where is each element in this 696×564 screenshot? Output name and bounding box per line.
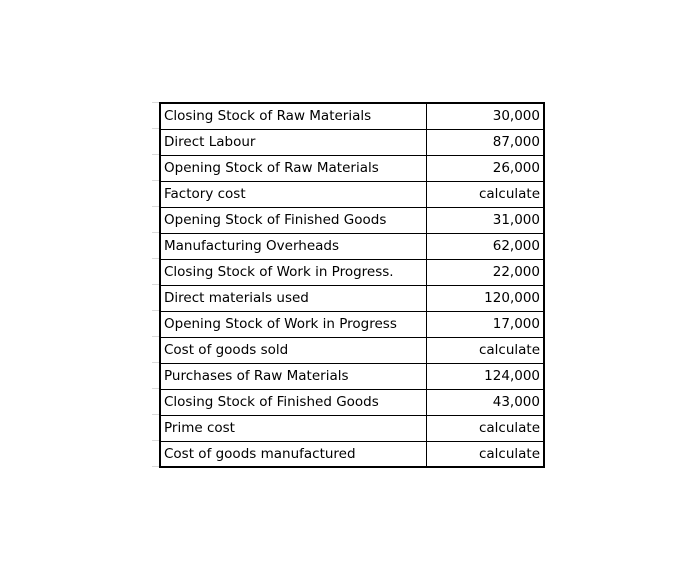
gridline-stub (152, 466, 159, 467)
row-value[interactable]: calculate (426, 441, 544, 467)
table-row (160, 155, 544, 181)
row-label[interactable]: Opening Stock of Work in Progress (160, 311, 426, 337)
table-row (160, 441, 544, 467)
row-label[interactable]: Manufacturing Overheads (160, 233, 426, 259)
gridline-stub (152, 284, 159, 285)
row-label[interactable]: Cost of goods sold (160, 337, 426, 363)
row-value[interactable]: 30,000 (426, 103, 544, 129)
gridline-stub (152, 310, 159, 311)
row-value[interactable]: calculate (426, 415, 544, 441)
table-row (160, 311, 544, 337)
row-value[interactable]: 120,000 (426, 285, 544, 311)
row-value[interactable]: calculate (426, 181, 544, 207)
row-value[interactable]: 124,000 (426, 363, 544, 389)
table-row (160, 337, 544, 363)
row-value[interactable]: 43,000 (426, 389, 544, 415)
table-row (160, 103, 544, 129)
gridline-stub (152, 232, 159, 233)
row-label[interactable]: Opening Stock of Raw Materials (160, 155, 426, 181)
gridline-stub (152, 258, 159, 259)
row-label[interactable]: Closing Stock of Raw Materials (160, 103, 426, 129)
row-label[interactable]: Direct Labour (160, 129, 426, 155)
row-value[interactable]: 62,000 (426, 233, 544, 259)
gridline-stub (152, 362, 159, 363)
row-label[interactable]: Factory cost (160, 181, 426, 207)
row-label[interactable]: Closing Stock of Finished Goods (160, 389, 426, 415)
gridline-stub (152, 388, 159, 389)
gridline-stub (152, 102, 159, 103)
table-row (160, 181, 544, 207)
gridline-stub (152, 414, 159, 415)
row-label[interactable]: Prime cost (160, 415, 426, 441)
table-row (160, 389, 544, 415)
row-label[interactable]: Closing Stock of Work in Progress. (160, 259, 426, 285)
table-row (160, 233, 544, 259)
row-value[interactable]: 31,000 (426, 207, 544, 233)
row-label[interactable]: Direct materials used (160, 285, 426, 311)
cost-table-body (160, 103, 544, 467)
row-label[interactable]: Purchases of Raw Materials (160, 363, 426, 389)
row-value[interactable]: calculate (426, 337, 544, 363)
gridline-stub (152, 440, 159, 441)
row-value[interactable]: 17,000 (426, 311, 544, 337)
gridline-stub (152, 206, 159, 207)
table-row (160, 285, 544, 311)
cost-data-table (159, 102, 545, 468)
table-row (160, 129, 544, 155)
gridline-stub (152, 336, 159, 337)
table-row (160, 415, 544, 441)
row-value[interactable]: 22,000 (426, 259, 544, 285)
row-value[interactable]: 26,000 (426, 155, 544, 181)
table-row (160, 363, 544, 389)
table-row (160, 259, 544, 285)
row-label[interactable]: Opening Stock of Finished Goods (160, 207, 426, 233)
gridline-stub (152, 180, 159, 181)
gridline-stub (152, 128, 159, 129)
row-value[interactable]: 87,000 (426, 129, 544, 155)
gridline-stub (152, 154, 159, 155)
table-row (160, 207, 544, 233)
row-label[interactable]: Cost of goods manufactured (160, 441, 426, 467)
